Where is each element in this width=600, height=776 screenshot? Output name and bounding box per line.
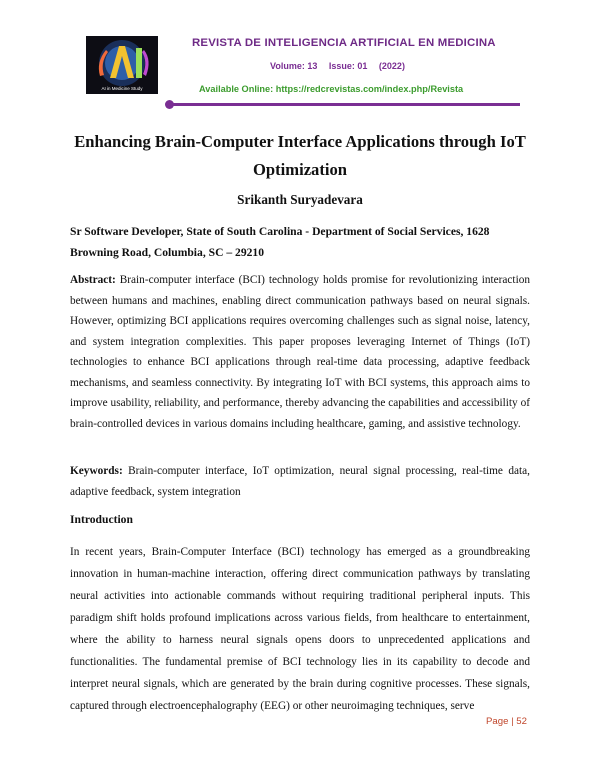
journal-title: REVISTA DE INTELIGENCIA ARTIFICIAL EN MEDICINA: [192, 37, 496, 49]
journal-logo-icon: [86, 36, 158, 94]
abstract-label: Abstract:: [70, 274, 116, 286]
header-rule: [172, 103, 520, 106]
keywords-text: Brain-computer interface, IoT optimization, neural signal processing, real-time data, adaptive feedback, system integration: [70, 465, 530, 498]
keywords-paragraph: [70, 461, 530, 502]
abstract-text: Brain-computer interface (BCI) technology holds promise for revolutionizing interaction between humans and machines, enabling direct communication pathways based on neural signals. However, optimizing BCI applications requires overcoming challenges such as signal noise, latency, and system integration complexities. This paper proposes leveraging Internet of Things (IoT) technologies to enhance BCI applications through real-time data processing, adaptive feedback mechanisms, and seamless connectivity. By integrating IoT with BCI systems, this approach aims to improve usability, reliability, and performance, thereby advancing the capabilities and accessibility of brain-controlled devices in various domains including healthcare, gaming, and assistive technology.: [70, 274, 531, 430]
keywords-label: Keywords:: [70, 465, 123, 477]
year-label: (2022): [378, 61, 405, 71]
abstract-paragraph: [70, 270, 530, 434]
issue-label: Issue: 01: [328, 61, 368, 71]
logo-caption: AI in Medicine Study: [101, 86, 143, 91]
author-affiliation: Sr Software Developer, State of South Carolina - Department of Social Services, 1628 Browning Road, Columbia, SC – 29210: [70, 225, 490, 259]
introduction-heading: Introduction: [70, 513, 133, 526]
volume-label: Volume: 13: [270, 61, 318, 71]
author-name: Srikanth Suryadevara: [237, 192, 363, 207]
journal-logo: [86, 36, 158, 94]
available-online-link[interactable]: Available Online: https://redcrevistas.com/index.php/Revista: [199, 84, 464, 94]
introduction-paragraph: In recent years, Brain-Computer Interface (BCI) technology has emerged as a groundbreaking innovation in human-machine interaction, offering direct communication pathways by translating neural activities into actionable commands without requiring traditional peripheral inputs. This paradigm shift holds profound implications across various fields, from healthcare to entertainment, where the ability to harness neural signals opens doors to unprecedented applications and functionalities. The fundamental premise of BCI technology lies in its capability to decode and interpret neural signals, which are generated by the brain during cognitive processes. These signals, captured through electroencephalography (EEG) or other neuroimaging techniques, serve: [70, 546, 530, 712]
volume-issue-line: [270, 61, 414, 71]
paper-title: Enhancing Brain-Computer Interface Applications through IoT Optimization: [74, 132, 526, 179]
page-number: Page | 52: [486, 716, 527, 727]
